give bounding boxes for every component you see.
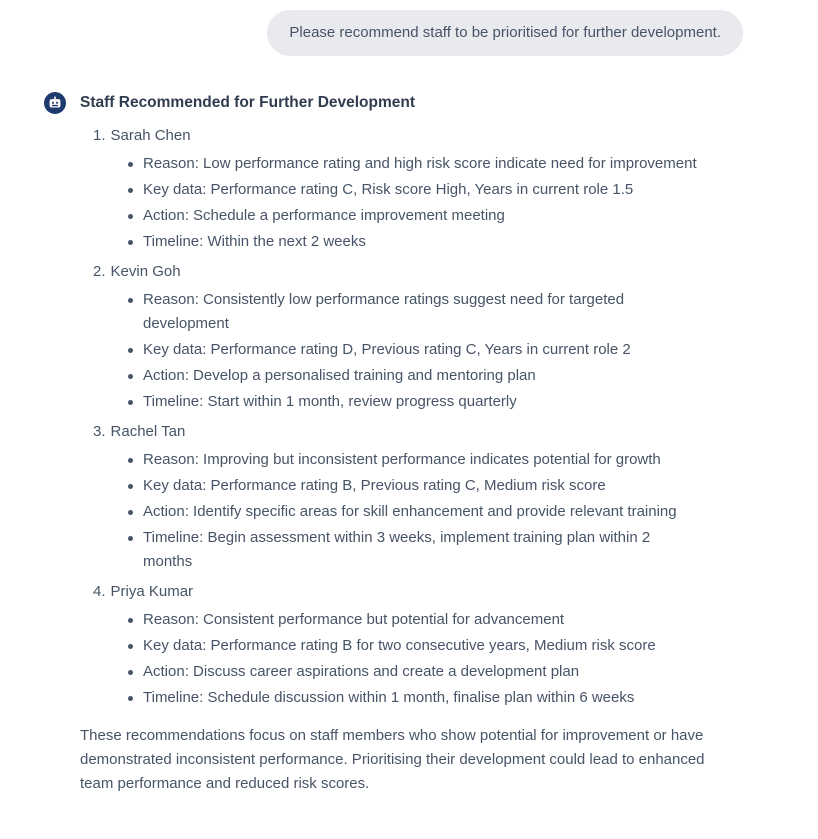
assistant-heading-row [44, 92, 818, 114]
bullet-item [128, 338, 818, 362]
bullet-item [128, 500, 818, 524]
bullet-item [128, 152, 818, 176]
bullet-text: Key data: Performance rating B for two consecutive years, Medium risk score [143, 637, 656, 654]
staff-number: 2. [93, 263, 106, 280]
bullet-dot-icon [128, 214, 133, 219]
bullet-item [128, 634, 818, 658]
staff-name: Sarah Chen [110, 127, 191, 144]
robot-icon [44, 92, 66, 114]
bullet-text: Action: Develop a personalised training and mentoring plan [143, 367, 536, 384]
bullet-text: Timeline: Schedule discussion within 1 month, finalise plan within 6 weeks [143, 689, 635, 706]
bullet-item [128, 204, 818, 228]
staff-name: Rachel Tan [110, 423, 186, 440]
bullet-dot-icon [128, 348, 133, 353]
user-message-bubble: Please recommend staff to be prioritised for further development. [267, 10, 743, 56]
bullet-item [128, 660, 818, 684]
bullet-dot-icon [128, 536, 133, 541]
bullet-dot-icon [128, 670, 133, 675]
bullet-dot-icon [128, 644, 133, 649]
bullet-dot-icon [128, 400, 133, 405]
bullet-text: Reason: Consistent performance but potential for advancement [143, 611, 565, 628]
bullet-item [128, 364, 818, 388]
staff-name: Priya Kumar [110, 583, 194, 600]
bullet-text: Reason: Low performance rating and high risk score indicate need for improvement [143, 155, 697, 172]
staff-name-line [93, 260, 818, 284]
bullet-text: Reason: Consistently low performance ratings suggest need for targeted development [143, 291, 625, 332]
bullet-text: Timeline: Begin assessment within 3 weeks, implement training plan within 2 months [143, 529, 651, 570]
bullet-dot-icon [128, 374, 133, 379]
user-message-row [0, 10, 818, 56]
bullet-text: Key data: Performance rating C, Risk score High, Years in current role 1.5 [143, 181, 634, 198]
bullet-text: Timeline: Start within 1 month, review progress quarterly [143, 393, 517, 410]
staff-number: 1. [93, 127, 106, 144]
bullet-text: Action: Identify specific areas for skill enhancement and provide relevant training [143, 503, 677, 520]
assistant-message [0, 92, 818, 796]
staff-list [93, 124, 818, 710]
staff-name-line [93, 580, 818, 604]
bullet-dot-icon [128, 162, 133, 167]
bullet-item [128, 474, 818, 498]
bullet-dot-icon [128, 240, 133, 245]
bullet-item [128, 526, 818, 574]
bullet-dot-icon [128, 188, 133, 193]
staff-item [93, 420, 818, 574]
staff-name-line [93, 420, 818, 444]
staff-name: Kevin Goh [110, 263, 181, 280]
staff-item [93, 260, 818, 414]
bullet-item [128, 390, 818, 414]
bullet-item [128, 686, 818, 710]
bullet-dot-icon [128, 510, 133, 515]
closing-paragraph: These recommendations focus on staff members who show potential for improvement or have demonstrated inconsistent performance. Prioritising their development could lead to enhanced team performance and reduced risk scores. [80, 727, 705, 792]
staff-item [93, 124, 818, 254]
assistant-heading: Staff Recommended for Further Development [80, 94, 416, 111]
bullet-text: Timeline: Within the next 2 weeks [143, 233, 366, 250]
bullet-item [128, 178, 818, 202]
bullet-dot-icon [128, 618, 133, 623]
bullet-text: Action: Schedule a performance improvement meeting [143, 207, 505, 224]
bullet-text: Key data: Performance rating B, Previous rating C, Medium risk score [143, 477, 606, 494]
staff-number: 4. [93, 583, 106, 600]
bullet-dot-icon [128, 696, 133, 701]
staff-item [93, 580, 818, 710]
bullet-text: Action: Discuss career aspirations and create a development plan [143, 663, 580, 680]
staff-name-line [93, 124, 818, 148]
staff-bullets [128, 288, 818, 414]
staff-bullets [128, 608, 818, 710]
bullet-dot-icon [128, 458, 133, 463]
bullet-item [128, 608, 818, 632]
bullet-text: Reason: Improving but inconsistent performance indicates potential for growth [143, 451, 661, 468]
bullet-item [128, 230, 818, 254]
staff-bullets [128, 448, 818, 574]
staff-bullets [128, 152, 818, 254]
bullet-item [128, 288, 818, 336]
bullet-text: Key data: Performance rating D, Previous rating C, Years in current role 2 [143, 341, 631, 358]
bullet-item [128, 448, 818, 472]
bullet-dot-icon [128, 484, 133, 489]
staff-number: 3. [93, 423, 106, 440]
bullet-dot-icon [128, 298, 133, 303]
